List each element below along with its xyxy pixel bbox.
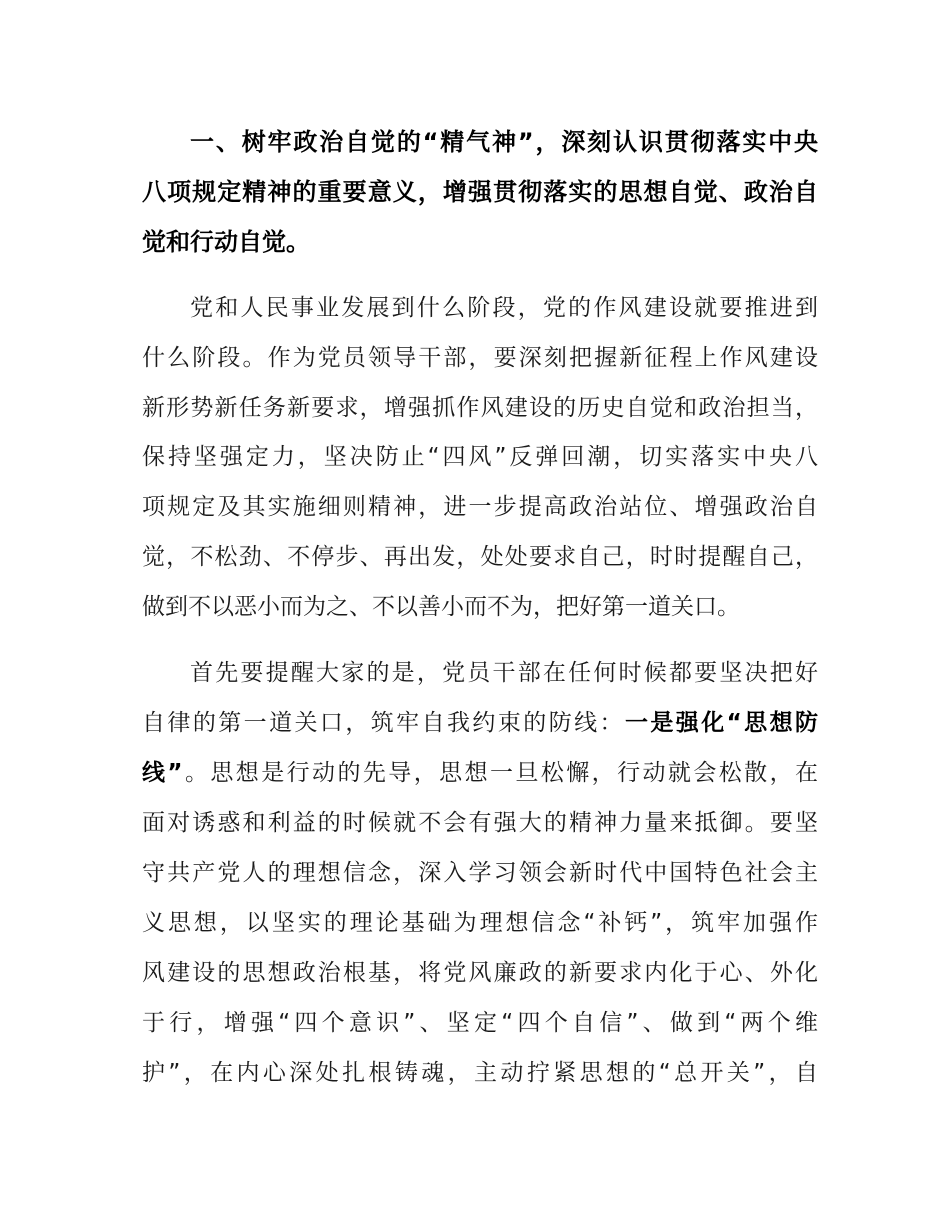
- paragraph-line: 新形势新任务新要求，增强抓作风建设的历史自觉和政治担当，: [142, 395, 818, 421]
- emphasis-text: 一是强化“思想防: [624, 710, 818, 736]
- paragraph-line: [142, 707, 818, 739]
- paragraph-line: 项规定及其实施细则精神，进一步提高政治站位、增强政治自: [142, 494, 818, 520]
- paragraph-line: 觉，不松劲、不停步、再出发，处处要求自己，时时提醒自己，: [142, 544, 818, 570]
- heading-line: 一、树牢政治自觉的“精气神”，深刻认识贯彻落实中央: [190, 128, 818, 156]
- paragraph-line: 首先要提醒大家的是，党员干部在任何时候都要坚决把好: [190, 660, 818, 686]
- paragraph-line: 面对诱惑和利益的时候就不会有强大的精神力量来抵御。要坚: [142, 810, 818, 836]
- paragraph-line: 义思想，以坚实的理论基础为理想信念“补钙”，筑牢加强作: [142, 910, 818, 936]
- paragraph-line: 党和人民事业发展到什么阶段，党的作风建设就要推进到: [190, 295, 818, 321]
- paragraph-line: 风建设的思想政治根基，将党风廉政的新要求内化于心、外化: [142, 960, 818, 986]
- paragraph-line: 护”，在内心深处扎根铸魂，主动拧紧思想的“总开关”，自: [142, 1060, 818, 1086]
- paragraph-line: 做到不以恶小而为之、不以善小而不为，把好第一道关口。: [142, 594, 740, 620]
- emphasis-text: 线”: [142, 760, 183, 786]
- paragraph-line: 保持坚强定力，坚决防止“四风”反弹回潮，切实落实中央八: [142, 444, 818, 470]
- paragraph-text: 。思想是行动的先导，思想一旦松懈，行动就会松散，在: [182, 760, 819, 786]
- paragraph-line: [142, 757, 818, 789]
- heading-line: 觉和行动自觉。: [142, 228, 310, 256]
- paragraph-line: 守共产党人的理想信念，深入学习领会新时代中国特色社会主: [142, 860, 818, 886]
- paragraph-text: 自律的第一道关口，筑牢自我约束的防线：: [142, 710, 625, 736]
- paragraph-line: 什么阶段。作为党员领导干部，要深刻把握新征程上作风建设: [142, 345, 818, 371]
- heading-line: 八项规定精神的重要意义，增强贯彻落实的思想自觉、政治自: [142, 178, 818, 206]
- paragraph-line: 于行，增强“四个意识”、坚定“四个自信”、做到“两个维: [142, 1010, 818, 1036]
